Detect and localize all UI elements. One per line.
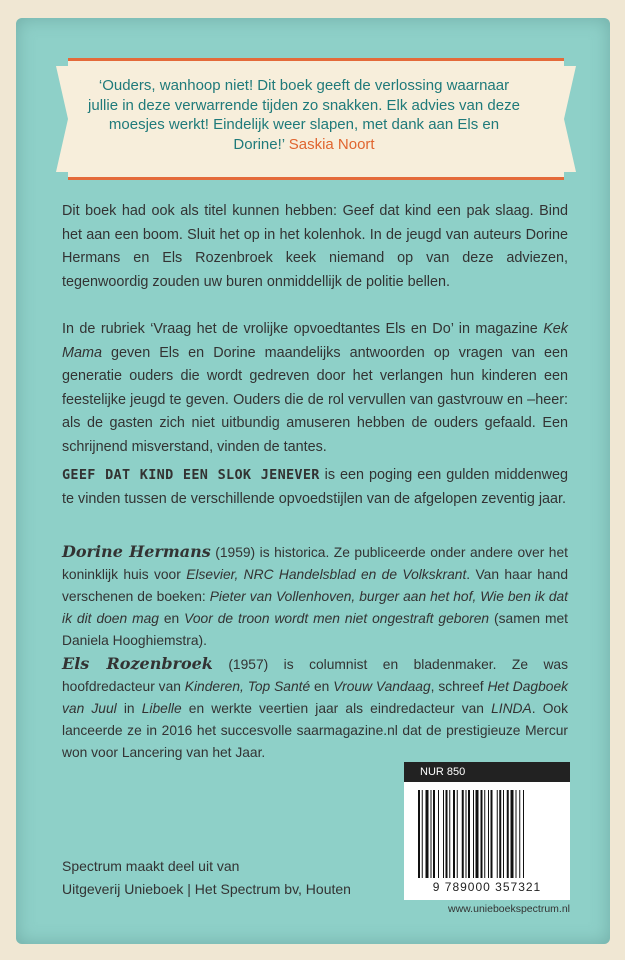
bio2-b: en (310, 679, 334, 694)
paragraph-title (62, 464, 568, 511)
imprint-line-1: Spectrum maakt deel uit van (62, 858, 240, 874)
author-name-els: Els Rozenbroek (62, 654, 213, 673)
quote-banner (56, 58, 576, 180)
book-title: GEEF DAT KIND EEN SLOK JENEVER (62, 467, 320, 483)
rubric-text-b: geven Els en Dorine maandelijks antwoorden op vragen van een generatie ouders die wordt gedreven door het verlangen hun kinderen een feestelijke jeugd te geven. Ouders die de rol vervullen van gastvrouw en –heer: als de gasten zich niet uitbundig amuseren hebben de ouders gefaald. Een schrijnend misverstand, vinden de tantes. (62, 344, 568, 455)
bio2-libelle: Libelle (141, 701, 182, 716)
bio2-a: (1957) is columnist en bladenmaker. Ze was hoofdredacteur van (62, 657, 568, 694)
bio2-mag3: Vrouw Vandaag (333, 679, 431, 694)
bio2-mags: Kinderen, Top Santé (184, 679, 311, 694)
bio2-linda: LINDA (491, 701, 532, 716)
bio2-book: Het Dagboek van Juul (62, 679, 569, 716)
magazine-name: Kek Mama (62, 321, 568, 361)
bio1-a: (1959) is historica. Ze publiceerde onder andere over het koninklijk huis voor (62, 545, 568, 582)
bio-els (62, 653, 568, 764)
isbn-number: 9 789000 357321 (432, 880, 542, 894)
bio1-book2: Voor de troon wordt men niet ongestraft geboren (184, 611, 490, 626)
bio1-b: . Van haar hand verschenen de boeken: (62, 567, 569, 604)
imprint-line-2: Uitgeverij Unieboek | Het Spectrum bv, Houten (62, 881, 351, 897)
bio1-c: en (158, 611, 185, 626)
bio2-f: . Ook lanceerde ze in 2016 het succesvolle saarmagazine.nl dat de prestigieuze Mercur won voor Lancering van het Jaar. (62, 701, 568, 760)
quote-author: Saskia Noort (288, 135, 375, 153)
bio1-pubs: Elsevier, NRC Handelsblad en de Volkskrant (186, 567, 467, 582)
publisher-url: www.unieboekspectrum.nl (448, 903, 570, 915)
blurb-quote (84, 76, 524, 154)
nur-code: NUR 850 (404, 762, 570, 782)
barcode-icon (418, 790, 558, 878)
bio2-d: in (116, 701, 142, 716)
imprint (62, 855, 382, 901)
bio1-book1: Pieter van Vollenhoven, burger aan het hof, Wie ben ik dat ik dit doen mag (62, 589, 569, 626)
bio2-c: , schreef (430, 679, 488, 694)
bio1-d: (samen met Daniela Hooghiemstra). (62, 611, 568, 648)
bio2-e: en werkte veertien jaar als eindredacteur van (181, 701, 492, 716)
paragraph-intro: Dit boek had ook als titel kunnen hebben: Geef dat kind een pak slaag. Bind het aan een boom. Sluit het op in het kolenhok. In de jeugd van auteurs Dorine Hermans en Els Rozenbroek keek niemand op van deze adviezen, tegenwoordig zouden uw buren onmiddellijk de politie bellen. (62, 203, 568, 290)
paragraph-rubric (62, 318, 568, 459)
title-text-rest: is een poging een gulden middenweg te vinden tussen de verschillende opvoedstijlen van de afgelopen zeventig jaar. (62, 467, 568, 507)
rubric-text-a: In de rubriek ‘Vraag het de vrolijke opvoedtantes Els en Do’ in magazine (62, 321, 544, 337)
author-name-dorine: Dorine Hermans (62, 542, 211, 561)
quote-text: ‘Ouders, wanhoop niet! Dit boek geeft de verlossing waarnaar jullie in deze verwarrende tijden zo snakken. Elk advies van deze moesjes werkt! Eindelijk weer slapen, met dank aan Els en Dorine!’ (88, 77, 520, 153)
bio-dorine (62, 541, 568, 652)
